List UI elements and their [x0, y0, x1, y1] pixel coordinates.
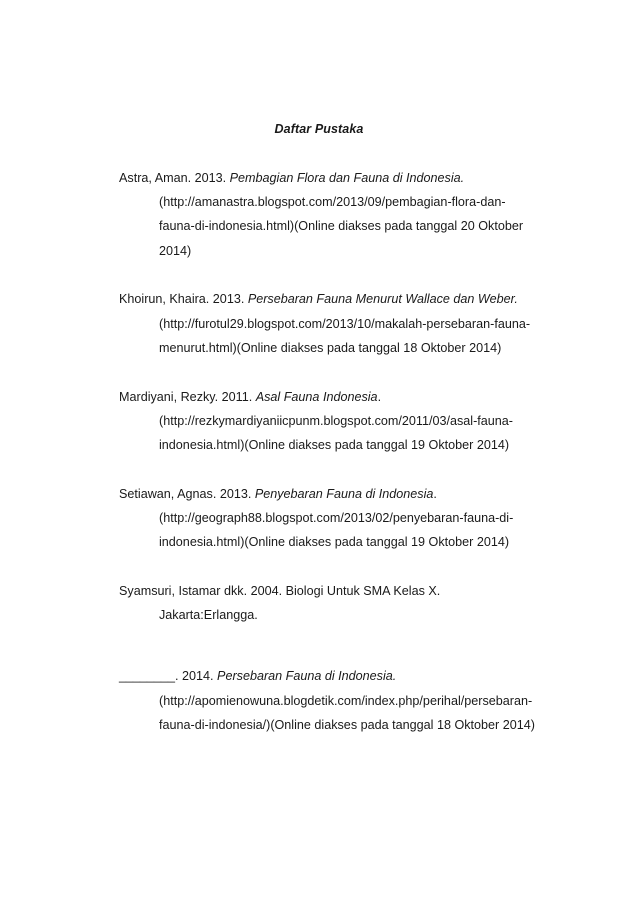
reference-source-line: fauna-di-indonesia.html)(Online diakses pada tanggal 20 Oktober	[159, 219, 524, 234]
reference-author-year: Setiawan, Agnas. 2013.	[119, 486, 255, 501]
reference-author-year: Mardiyani, Rezky. 2011.	[119, 389, 256, 404]
reference-head	[119, 287, 559, 311]
reference-source-line: indonesia.html)(Online diakses pada tanggal 19 Oktober 2014)	[159, 438, 510, 453]
reference-source-line: indonesia.html)(Online diakses pada tanggal 19 Oktober 2014)	[159, 535, 510, 550]
reference-source-line: (http://rezkymardiyaniicpunm.blogspot.com/2011/03/asal-fauna-	[159, 413, 513, 428]
reference-entry	[119, 664, 559, 737]
reference-source-line: (http://furotul29.blogspot.com/2013/10/makalah-persebaran-fauna-	[159, 316, 531, 331]
reference-entry	[119, 482, 559, 555]
reference-head	[119, 385, 559, 409]
reference-author-year: Khoirun, Khaira. 2013.	[119, 292, 248, 307]
reference-title-period: .	[377, 389, 382, 404]
reference-title: Pembagian Flora dan Fauna di Indonesia.	[229, 171, 465, 185]
reference-title-period: .	[433, 486, 437, 501]
reference-head	[119, 579, 559, 603]
reference-head	[119, 166, 559, 190]
page-title: Daftar Pustaka	[274, 122, 364, 136]
reference-title: Persebaran Fauna Menurut Wallace dan Weber.	[247, 292, 518, 307]
reference-entry	[119, 166, 559, 263]
reference-author-year: ________. 2014.	[119, 669, 218, 684]
reference-source-line: Jakarta:Erlangga.	[159, 608, 258, 623]
reference-title: Persebaran Fauna di Indonesia.	[217, 669, 397, 684]
reference-author-year-title: Syamsuri, Istamar dkk. 2004. Biologi Untuk SMA Kelas X.	[119, 584, 441, 599]
reference-source-line: 2014)	[159, 243, 192, 258]
reference-source-line: (http://amanastra.blogspot.com/2013/09/pembagian-flora-dan-	[159, 195, 506, 210]
reference-entry	[119, 287, 559, 360]
reference-head	[119, 664, 559, 688]
reference-author-year: Astra, Aman. 2013.	[119, 171, 230, 185]
reference-title: Asal Fauna Indonesia	[255, 389, 378, 404]
reference-source-line: fauna-di-indonesia/)(Online diakses pada tanggal 18 Oktober 2014)	[159, 717, 535, 732]
reference-source-line: (http://apomienowuna.blogdetik.com/index.php/perihal/persebaran-	[159, 693, 533, 708]
reference-entry	[119, 579, 559, 627]
reference-head	[119, 482, 559, 506]
reference-source-line: (http://geograph88.blogspot.com/2013/02/penyebaran-fauna-di-	[159, 511, 514, 526]
reference-entry	[119, 385, 559, 458]
reference-list	[119, 166, 559, 762]
reference-source-line: menurut.html)(Online diakses pada tanggal 18 Oktober 2014)	[159, 340, 502, 355]
reference-title: Penyebaran Fauna di Indonesia	[254, 486, 434, 501]
